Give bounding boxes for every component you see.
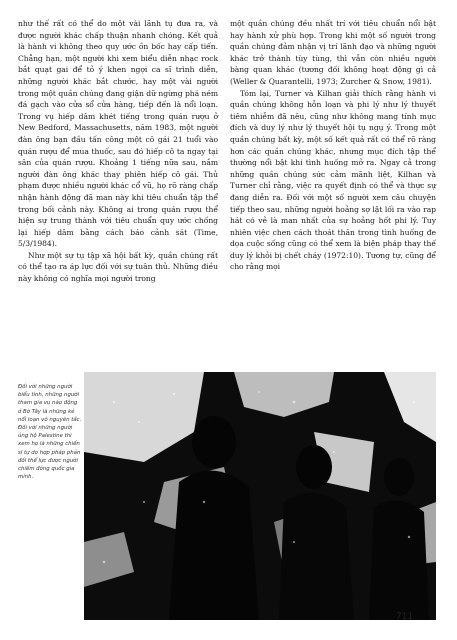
paragraph: như thế rất có thể do một vài lãnh tụ đưa ra, và được người khác chấp thuận nhanh chóng. Kết quả là hành vi không theo quy ước ồn bốc hay cấp tiến. Chẳng hạn, một người khi xem biểu diễn nhạc rock bắt quạt gai để tỏ ý khen ngợi ca sĩ trình diễn, những người khác bắt chước, hay một vài người trong một quần chúng đang giận dữ ngừng phá ném đá gạch vào cửa sổ cửa hàng, tiếp đến là nổi loạn. Trong vụ hiếp dâm khét tiếng trong quán rượu ở New Bedford, Massachusetts, năm 1983, một người đàn ông bạn đầu tấn công một cô gái 21 tuổi vào quán rượu để mua thuốc, sau đó hiếp cô ta ngay tại sân của quán rượu. Khoảng 1 tiếng nữa sau, nắm người đàn ông khác thay phiên hiếp cô gái. Thủ phạm được nhiều người khác cổ vũ, họ rõ ràng chấp nhận hành động đã man này khi tiêu chuẩn tập thể trong bối cảnh này. Không ai trong quán rượu thể hiện sự trung thành với tiêu chuẩn quy ước chống lại hiếp dâm bằng cách báo cảnh sát (Time, 5/3/1984). (18, 19, 218, 249)
paragraph: Tóm lại, Turner và Kilhan giải thích rằng hành vi quần chúng không hỗn loạn và phi lý như lý thuyết tiêm nhiễm đã nêu, cũng như không mang tính mục đích và duy lý như lý thuyết hội tụ ngụ ý. Trong một quần chúng bất kỳ, một số kết quả rất có thể rõ ràng hơn các quần chúng khác, nhưng mục đích tập thể thường nổi bật khi tình huống mở ra. Ngay cả trong những quần chúng sức cảm mãnh liệt, Kilhan và Turner chỉ rằng, việc ra quyết định có thể và thực sự đang diễn ra. Đối với một số người xem câu chuyện tiếp theo sau, những người hoảng sợ lật lối ra vào rap hát có vẻ là man nhất của sự hoảng hốt phi lý. Tuy nhiên việc chen cách thoát thân trong tình huống đe dọa cuộc sống cũng có thể xem là biện pháp thay thế duy lý khỏi bị chết cháy (1972:10). Tương tự, cũng để cho rằng mọi (230, 88, 436, 272)
paragraph: một quần chúng đều nhất trí với tiêu chuẩn nổi bật hay hành xử phù hợp. Trong khi một số người trong quần chúng đảm nhận vị trí lãnh đạo và những người khác trở thành tùy tùng, thì vẫn còn nhiều người bàng quan khác (tương đối không hoạt động gì cả (Weller & Quarantelli, 1973; Zurcher & Snow, 1981). (230, 19, 436, 86)
right-text-column (230, 18, 436, 273)
photo-caption: Đối với những người biểu tình, những người tham gia vụ náo động ở Bờ Tây là những kẻ nổi loạn vô nguyên tắc. Đối với những người ủng hộ Palestine thì xem họ là những chiến sĩ tự do hợp pháp phản đối thể lực được người chiếm đóng quốc gia mình. (18, 384, 82, 481)
protest-photo (84, 372, 436, 620)
paragraph: Như một sự tụ tập xã hội bất kỳ, quần chúng rất có thể tạo ra áp lực đối với sự tuân thủ. Những điều này không có nghĩa mọi người trong (18, 250, 218, 284)
page-number: 711 (396, 612, 414, 622)
left-text-column (18, 18, 218, 285)
